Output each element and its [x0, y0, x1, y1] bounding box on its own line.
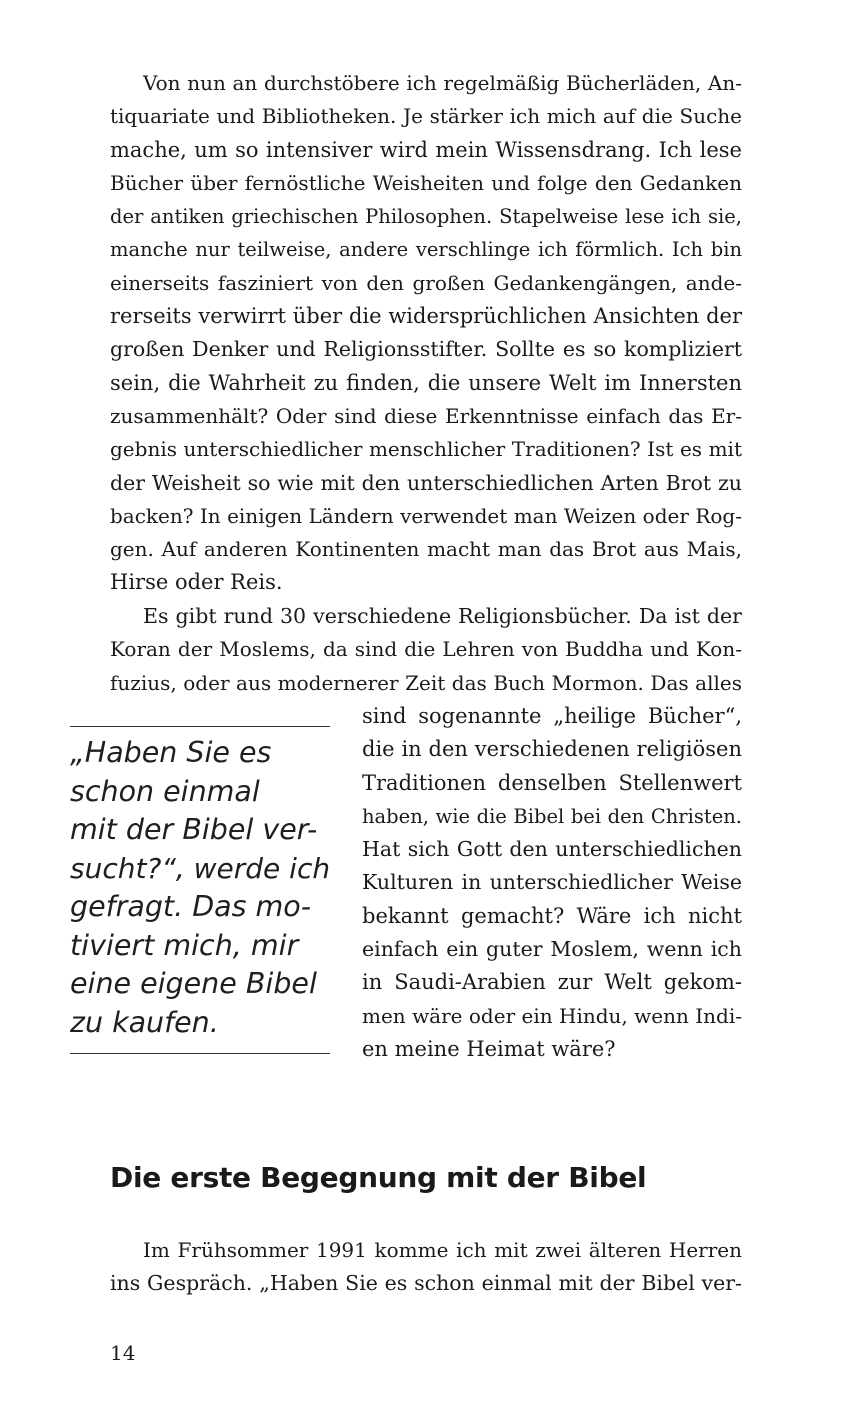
text-line: zusammenhält? Oder sind diese Erkenntnisse einfach das Er-	[110, 403, 742, 428]
text-line: Kulturen in unterschiedlicher Weise	[362, 870, 742, 895]
text-line: sein, die Wahrheit zu finden, die unsere Welt im Innersten	[110, 370, 742, 395]
pull-quote-line: zu kaufen.	[70, 1005, 219, 1039]
text-line: großen Denker und Religionsstifter. Sollte es so kompliziert	[110, 337, 742, 362]
pull-quote-top-rule	[70, 726, 330, 727]
page-number: 14	[110, 1341, 136, 1365]
text-line: einfach ein guter Moslem, wenn ich	[362, 937, 742, 962]
text-line: der antiken griechischen Philosophen. Stapelweise lese ich sie,	[110, 205, 742, 229]
text-line: Von nun an durchstöbere ich regelmäßig Bücherläden, An-	[143, 71, 742, 95]
body-paragraph-3	[110, 1234, 742, 1301]
text-line: haben, wie die Bibel bei den Christen.	[362, 804, 742, 828]
text-line: Bücher über fernöstliche Weisheiten und folge den Gedanken	[110, 170, 742, 195]
pull-quote-line: eine eigene Bibel	[70, 967, 317, 1000]
pull-quote-line: tiviert mich, mir	[70, 928, 299, 962]
section-heading: Die erste Begegnung mit der Bibel	[110, 1161, 647, 1194]
pull-quote-line: mit der Bibel ver-	[70, 813, 318, 846]
text-line: der Weisheit so wie mit den unterschiedlichen Arten Brot zu	[110, 470, 742, 495]
body-paragraph-1	[110, 67, 742, 600]
text-line: rerseits verwirrt über die widersprüchlichen Ansichten der	[110, 304, 742, 329]
text-line: Koran der Moslems, da sind die Lehren von Buddha und Kon-	[110, 637, 742, 662]
text-line: gebnis unterschiedlicher menschlicher Traditionen? Ist es mit	[110, 437, 742, 462]
text-line: gen. Auf anderen Kontinenten macht man das Brot aus Mais,	[110, 537, 742, 562]
pull-quote-line: „Haben Sie es	[70, 736, 272, 769]
pull-quote-bottom-rule	[70, 1053, 330, 1054]
body-paragraph-2-narrow-column	[362, 700, 742, 1066]
text-line: manche nur teilweise, andere verschlinge ich förmlich. Ich bin	[110, 238, 742, 262]
text-line: in Saudi-Arabien zur Welt gekom-	[362, 970, 742, 995]
text-line: mache, um so intensiver wird mein Wissensdrang. Ich lese	[110, 137, 742, 162]
text-line: die in den verschiedenen religiösen	[362, 737, 742, 762]
text-line: en meine Heimat wäre?	[362, 1036, 616, 1061]
body-paragraph-2	[110, 600, 742, 700]
text-line: Traditionen denselben Stellenwert	[362, 770, 742, 795]
text-line: sind sogenannte „heilige Bücher“,	[362, 704, 742, 728]
text-line: tiquariate und Bibliotheken. Je stärker ich mich auf die Suche	[110, 104, 742, 129]
text-line: einerseits fasziniert von den großen Gedankengängen, ande-	[110, 270, 742, 295]
text-line: Es gibt rund 30 verschiedene Religionsbücher. Da ist der	[143, 604, 742, 628]
text-line: fuzius, oder aus modernerer Zeit das Buch Mormon. Das alles	[110, 670, 742, 695]
text-line: Hirse oder Reis.	[110, 570, 283, 595]
text-line: Hat sich Gott den unterschiedlichen	[362, 837, 742, 862]
pull-quote-line: schon einmal	[70, 774, 260, 808]
text-line: men wäre oder ein Hindu, wenn Indi-	[362, 1003, 742, 1028]
text-line: Im Frühsommer 1991 komme ich mit zwei älteren Herren	[143, 1238, 742, 1262]
pull-quote-line: gefragt. Das mo-	[70, 890, 312, 923]
text-line: backen? In einigen Ländern verwendet man Weizen oder Rog-	[110, 503, 742, 528]
text-line: bekannt gemacht? Wäre ich nicht	[362, 903, 742, 928]
pull-quote-line: sucht?“, werde ich	[70, 851, 331, 885]
text-line: ins Gespräch. „Haben Sie es schon einmal mit der Bibel ver-	[110, 1271, 742, 1296]
pull-quote	[70, 734, 332, 1042]
